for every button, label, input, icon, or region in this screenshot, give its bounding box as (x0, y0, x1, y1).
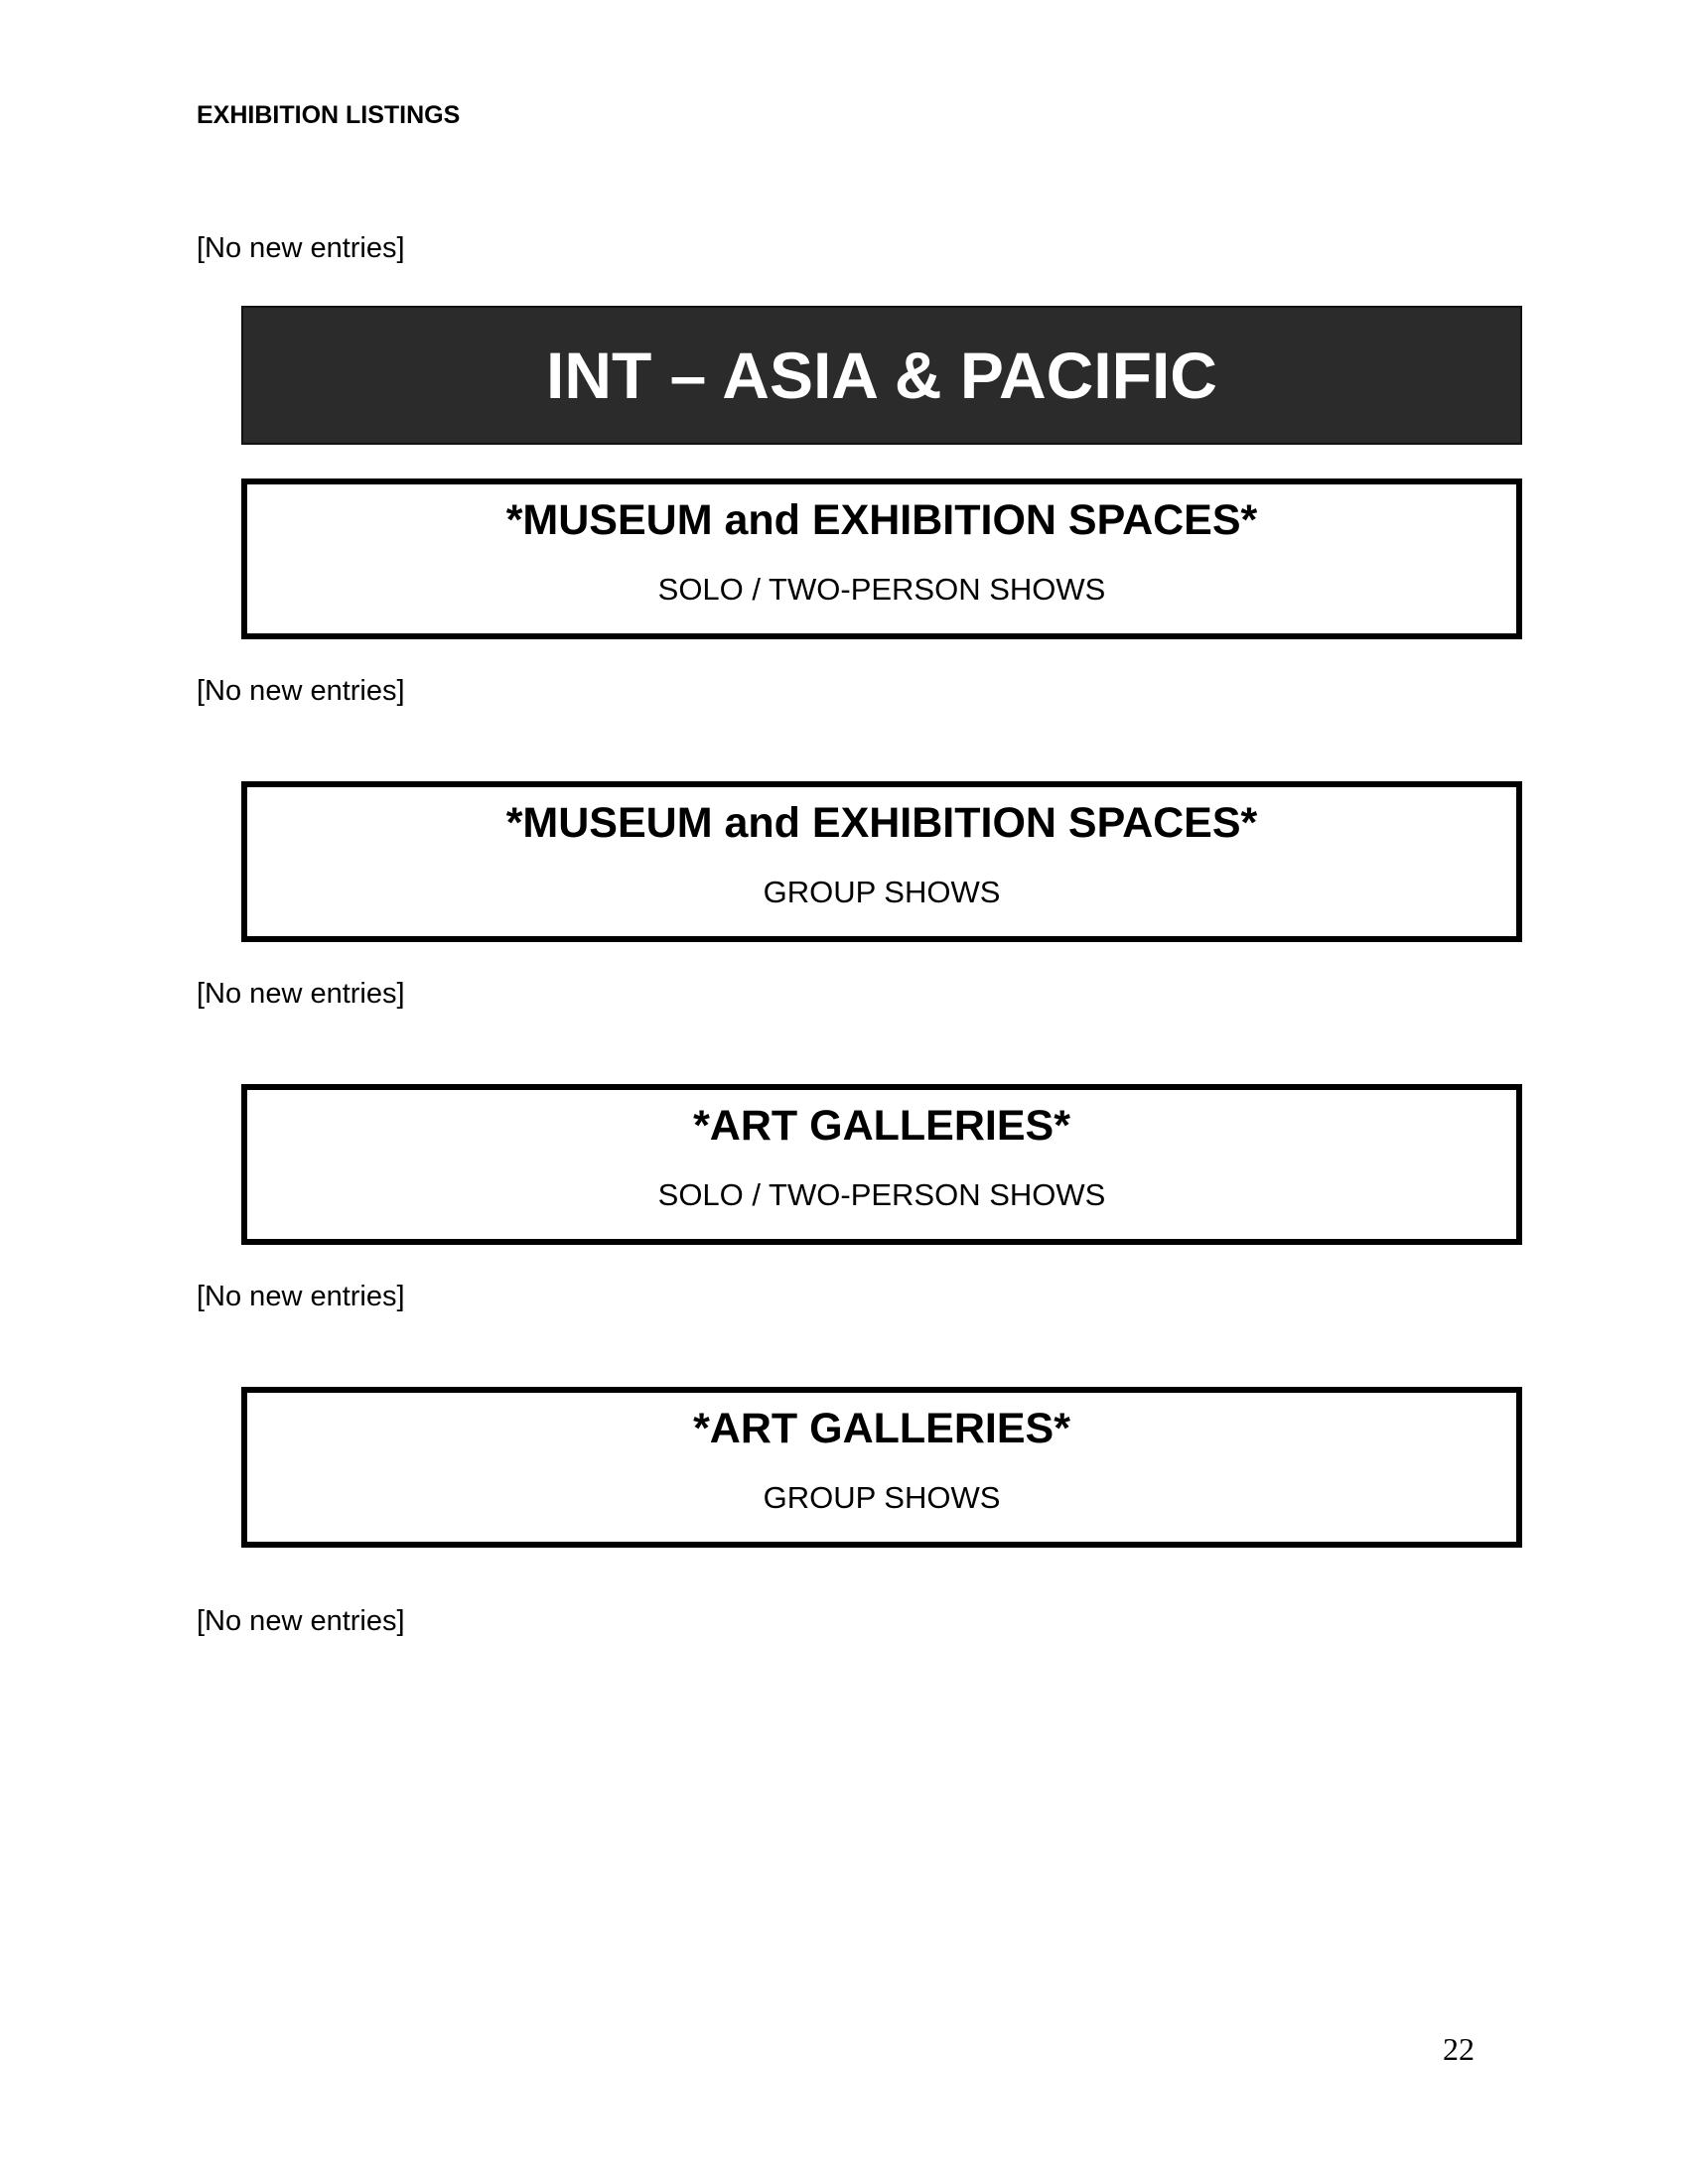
no-entries-note: [No new entries] (197, 978, 405, 1010)
page-number: 22 (1443, 2031, 1475, 2067)
section-heading: *MUSEUM and EXHIBITION SPACES* (505, 496, 1258, 544)
no-entries-note: [No new entries] (197, 232, 405, 264)
section-heading: *MUSEUM and EXHIBITION SPACES* (505, 799, 1258, 847)
section-gallery-solo (241, 1084, 1522, 1245)
running-header: EXHIBITION LISTINGS (197, 101, 461, 129)
region-title: INT – ASIA & PACIFIC (546, 339, 1217, 412)
section-subheading: SOLO / TWO-PERSON SHOWS (657, 572, 1106, 607)
section-museum-group (241, 781, 1522, 942)
no-entries-note: [No new entries] (197, 1281, 405, 1312)
section-museum-solo (241, 478, 1522, 639)
section-subheading: GROUP SHOWS (763, 1480, 1001, 1515)
region-banner (241, 306, 1522, 445)
section-heading: *ART GALLERIES* (693, 1102, 1070, 1150)
no-entries-note: [No new entries] (197, 1605, 405, 1637)
no-entries-note: [No new entries] (197, 675, 405, 707)
section-gallery-group (241, 1387, 1522, 1548)
section-subheading: GROUP SHOWS (763, 875, 1001, 909)
section-subheading: SOLO / TWO-PERSON SHOWS (657, 1177, 1106, 1212)
section-heading: *ART GALLERIES* (693, 1405, 1070, 1452)
